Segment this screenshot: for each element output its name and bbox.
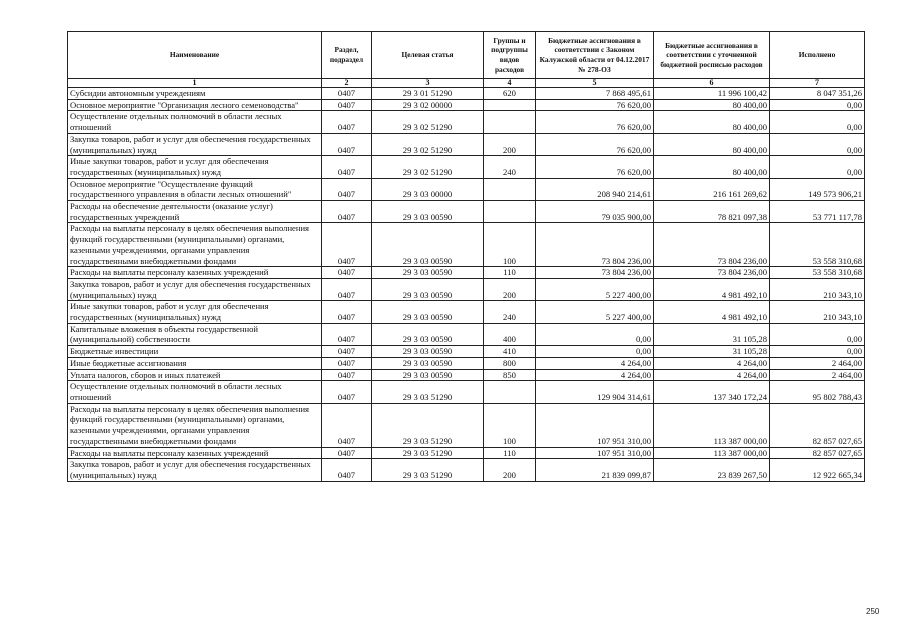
- row-refined-allocation: 216 161 269,62: [654, 178, 770, 200]
- header-executed: Исполнено: [770, 32, 865, 79]
- row-law-allocation: 4 264,00: [536, 369, 654, 381]
- row-executed: 82 857 027,65: [770, 447, 865, 459]
- row-target-article: 29 3 03 51290: [372, 459, 484, 481]
- row-section: 0407: [322, 323, 372, 345]
- header-row: [68, 32, 865, 79]
- row-target-article: 29 3 03 00000: [372, 178, 484, 200]
- row-executed: 8 047 351,26: [770, 88, 865, 100]
- column-number: 6: [654, 79, 770, 88]
- row-law-allocation: 107 951 310,00: [536, 403, 654, 447]
- row-name: Закупка товаров, работ и услуг для обеспечения государственных (муниципальных) нужд: [68, 133, 322, 155]
- column-number: 4: [484, 79, 536, 88]
- table-row: [68, 278, 865, 300]
- row-target-article: 29 3 01 51290: [372, 88, 484, 100]
- row-section: 0407: [322, 178, 372, 200]
- row-target-article: 29 3 03 00590: [372, 223, 484, 267]
- row-refined-allocation: 11 996 100,42: [654, 88, 770, 100]
- table-row: [68, 88, 865, 100]
- row-law-allocation: 73 804 236,00: [536, 223, 654, 267]
- row-expense-group: 200: [484, 459, 536, 481]
- row-refined-allocation: 113 387 000,00: [654, 403, 770, 447]
- row-expense-group: 850: [484, 369, 536, 381]
- row-section: 0407: [322, 346, 372, 358]
- row-target-article: 29 3 02 51290: [372, 156, 484, 178]
- table-row: [68, 357, 865, 369]
- row-target-article: 29 3 03 00590: [372, 369, 484, 381]
- row-law-allocation: 73 804 236,00: [536, 267, 654, 279]
- table-row: [68, 323, 865, 345]
- table-row: [68, 369, 865, 381]
- row-name: Иные закупки товаров, работ и услуг для обеспечения государственных (муниципальных) нужд: [68, 301, 322, 323]
- row-section: 0407: [322, 133, 372, 155]
- row-law-allocation: 0,00: [536, 346, 654, 358]
- row-law-allocation: 21 839 099,87: [536, 459, 654, 481]
- row-expense-group: [484, 99, 536, 111]
- row-executed: 0,00: [770, 346, 865, 358]
- row-expense-group: 100: [484, 223, 536, 267]
- row-name: Основное мероприятие "Осуществление функций государственного управления в области лесных отношений": [68, 178, 322, 200]
- row-expense-group: 200: [484, 133, 536, 155]
- row-executed: 53 771 117,78: [770, 201, 865, 223]
- table-row: [68, 381, 865, 403]
- row-section: 0407: [322, 447, 372, 459]
- row-executed: 210 343,10: [770, 301, 865, 323]
- header-refined: Бюджетные ассигнования в соответствии с уточненной бюджетной росписью расходов: [654, 32, 770, 79]
- row-name: Осуществление отдельных полномочий в области лесных отношений: [68, 111, 322, 133]
- header-law: Бюджетные ассигнования в соответствии с Законом Калужской области от 04.12.2017 № 278-ОЗ: [536, 32, 654, 79]
- row-expense-group: 240: [484, 301, 536, 323]
- row-expense-group: 110: [484, 267, 536, 279]
- table-row: [68, 111, 865, 133]
- row-target-article: 29 3 03 51290: [372, 403, 484, 447]
- row-law-allocation: 129 904 314,61: [536, 381, 654, 403]
- row-refined-allocation: 78 821 097,38: [654, 201, 770, 223]
- row-executed: 0,00: [770, 156, 865, 178]
- row-name: Расходы на выплаты персоналу казенных учреждений: [68, 447, 322, 459]
- row-name: Бюджетные инвестиции: [68, 346, 322, 358]
- row-section: 0407: [322, 267, 372, 279]
- row-expense-group: 200: [484, 278, 536, 300]
- row-executed: 0,00: [770, 323, 865, 345]
- row-refined-allocation: 80 400,00: [654, 133, 770, 155]
- row-expense-group: 100: [484, 403, 536, 447]
- row-target-article: 29 3 02 00000: [372, 99, 484, 111]
- row-target-article: 29 3 03 00590: [372, 201, 484, 223]
- row-name: Расходы на выплаты персоналу в целях обеспечения выполнения функций государственными (муниципальными) органами, казенными учреждениями, органами управления государственными внебюджетными фондами: [68, 223, 322, 267]
- row-section: 0407: [322, 99, 372, 111]
- row-executed: 0,00: [770, 133, 865, 155]
- table-row: [68, 133, 865, 155]
- column-number: 5: [536, 79, 654, 88]
- row-target-article: 29 3 03 00590: [372, 357, 484, 369]
- column-number: 1: [68, 79, 322, 88]
- row-refined-allocation: 73 804 236,00: [654, 223, 770, 267]
- row-expense-group: 620: [484, 88, 536, 100]
- row-name: Закупка товаров, работ и услуг для обеспечения государственных (муниципальных) нужд: [68, 459, 322, 481]
- row-executed: 82 857 027,65: [770, 403, 865, 447]
- row-law-allocation: 4 264,00: [536, 357, 654, 369]
- table-row: [68, 156, 865, 178]
- row-refined-allocation: 80 400,00: [654, 156, 770, 178]
- row-refined-allocation: 31 105,28: [654, 346, 770, 358]
- row-name: Закупка товаров, работ и услуг для обеспечения государственных (муниципальных) нужд: [68, 278, 322, 300]
- row-section: 0407: [322, 223, 372, 267]
- row-law-allocation: 76 620,00: [536, 99, 654, 111]
- row-refined-allocation: 31 105,28: [654, 323, 770, 345]
- row-law-allocation: 5 227 400,00: [536, 278, 654, 300]
- row-refined-allocation: 137 340 172,24: [654, 381, 770, 403]
- column-number: 2: [322, 79, 372, 88]
- row-law-allocation: 76 620,00: [536, 133, 654, 155]
- row-refined-allocation: 80 400,00: [654, 99, 770, 111]
- column-number-row: [68, 79, 865, 88]
- row-name: Субсидии автономным учреждениям: [68, 88, 322, 100]
- row-law-allocation: 208 940 214,61: [536, 178, 654, 200]
- row-expense-group: 800: [484, 357, 536, 369]
- row-target-article: 29 3 02 51290: [372, 111, 484, 133]
- row-expense-group: [484, 111, 536, 133]
- table-row: [68, 403, 865, 447]
- row-expense-group: [484, 381, 536, 403]
- table-row: [68, 447, 865, 459]
- row-target-article: 29 3 03 51290: [372, 447, 484, 459]
- row-section: 0407: [322, 301, 372, 323]
- row-executed: 95 802 788,43: [770, 381, 865, 403]
- row-executed: 53 558 310,68: [770, 267, 865, 279]
- row-target-article: 29 3 02 51290: [372, 133, 484, 155]
- row-law-allocation: 0,00: [536, 323, 654, 345]
- row-executed: 2 464,00: [770, 357, 865, 369]
- row-expense-group: 110: [484, 447, 536, 459]
- row-executed: 210 343,10: [770, 278, 865, 300]
- row-expense-group: [484, 201, 536, 223]
- row-target-article: 29 3 03 00590: [372, 267, 484, 279]
- column-number: 7: [770, 79, 865, 88]
- row-name: Иные закупки товаров, работ и услуг для обеспечения государственных (муниципальных) нужд: [68, 156, 322, 178]
- row-refined-allocation: 113 387 000,00: [654, 447, 770, 459]
- row-executed: 149 573 906,21: [770, 178, 865, 200]
- row-expense-group: 240: [484, 156, 536, 178]
- table-row: [68, 99, 865, 111]
- header-target: Целевая статья: [372, 32, 484, 79]
- row-section: 0407: [322, 357, 372, 369]
- table-row: [68, 346, 865, 358]
- table-row: [68, 459, 865, 481]
- row-target-article: 29 3 03 00590: [372, 323, 484, 345]
- row-executed: 53 558 310,68: [770, 223, 865, 267]
- row-expense-group: 400: [484, 323, 536, 345]
- header-name: Наименование: [68, 32, 322, 79]
- row-name: Капитальные вложения в объекты государственной (муниципальной) собственности: [68, 323, 322, 345]
- row-section: 0407: [322, 156, 372, 178]
- row-section: 0407: [322, 459, 372, 481]
- row-section: 0407: [322, 88, 372, 100]
- row-refined-allocation: 4 981 492,10: [654, 301, 770, 323]
- row-refined-allocation: 73 804 236,00: [654, 267, 770, 279]
- row-refined-allocation: 4 264,00: [654, 357, 770, 369]
- header-section: Раздел, подраздел: [322, 32, 372, 79]
- header-groups: Группы и подгруппы видов расходов: [484, 32, 536, 79]
- row-executed: 2 464,00: [770, 369, 865, 381]
- page-number: 250: [866, 607, 880, 616]
- row-law-allocation: 79 035 900,00: [536, 201, 654, 223]
- row-name: Расходы на выплаты персоналу казенных учреждений: [68, 267, 322, 279]
- row-executed: 0,00: [770, 111, 865, 133]
- row-name: Основное мероприятие "Организация лесного семеноводства": [68, 99, 322, 111]
- row-name: Иные бюджетные ассигнования: [68, 357, 322, 369]
- column-number: 3: [372, 79, 484, 88]
- table-row: [68, 178, 865, 200]
- row-law-allocation: 7 868 495,61: [536, 88, 654, 100]
- row-refined-allocation: 4 264,00: [654, 369, 770, 381]
- budget-table: [67, 31, 865, 482]
- row-name: Осуществление отдельных полномочий в области лесных отношений: [68, 381, 322, 403]
- table-row: [68, 267, 865, 279]
- row-target-article: 29 3 03 00590: [372, 346, 484, 358]
- row-name: Расходы на выплаты персоналу в целях обеспечения выполнения функций государственными (муниципальными) органами, казенными учреждениями, органами управления государственными внебюджетными фондами: [68, 403, 322, 447]
- row-section: 0407: [322, 381, 372, 403]
- row-refined-allocation: 23 839 267,50: [654, 459, 770, 481]
- row-law-allocation: 5 227 400,00: [536, 301, 654, 323]
- row-refined-allocation: 80 400,00: [654, 111, 770, 133]
- row-section: 0407: [322, 201, 372, 223]
- row-expense-group: [484, 178, 536, 200]
- row-section: 0407: [322, 278, 372, 300]
- table-body: [68, 88, 865, 482]
- row-target-article: 29 3 03 51290: [372, 381, 484, 403]
- row-section: 0407: [322, 403, 372, 447]
- table-row: [68, 301, 865, 323]
- row-name: Уплата налогов, сборов и иных платежей: [68, 369, 322, 381]
- row-law-allocation: 107 951 310,00: [536, 447, 654, 459]
- row-target-article: 29 3 03 00590: [372, 278, 484, 300]
- table-row: [68, 201, 865, 223]
- row-section: 0407: [322, 111, 372, 133]
- row-name: Расходы на обеспечение деятельности (оказание услуг) государственных учреждений: [68, 201, 322, 223]
- row-target-article: 29 3 03 00590: [372, 301, 484, 323]
- row-expense-group: 410: [484, 346, 536, 358]
- row-section: 0407: [322, 369, 372, 381]
- row-executed: 0,00: [770, 99, 865, 111]
- table-row: [68, 223, 865, 267]
- row-refined-allocation: 4 981 492,10: [654, 278, 770, 300]
- row-law-allocation: 76 620,00: [536, 156, 654, 178]
- row-executed: 12 922 665,34: [770, 459, 865, 481]
- row-law-allocation: 76 620,00: [536, 111, 654, 133]
